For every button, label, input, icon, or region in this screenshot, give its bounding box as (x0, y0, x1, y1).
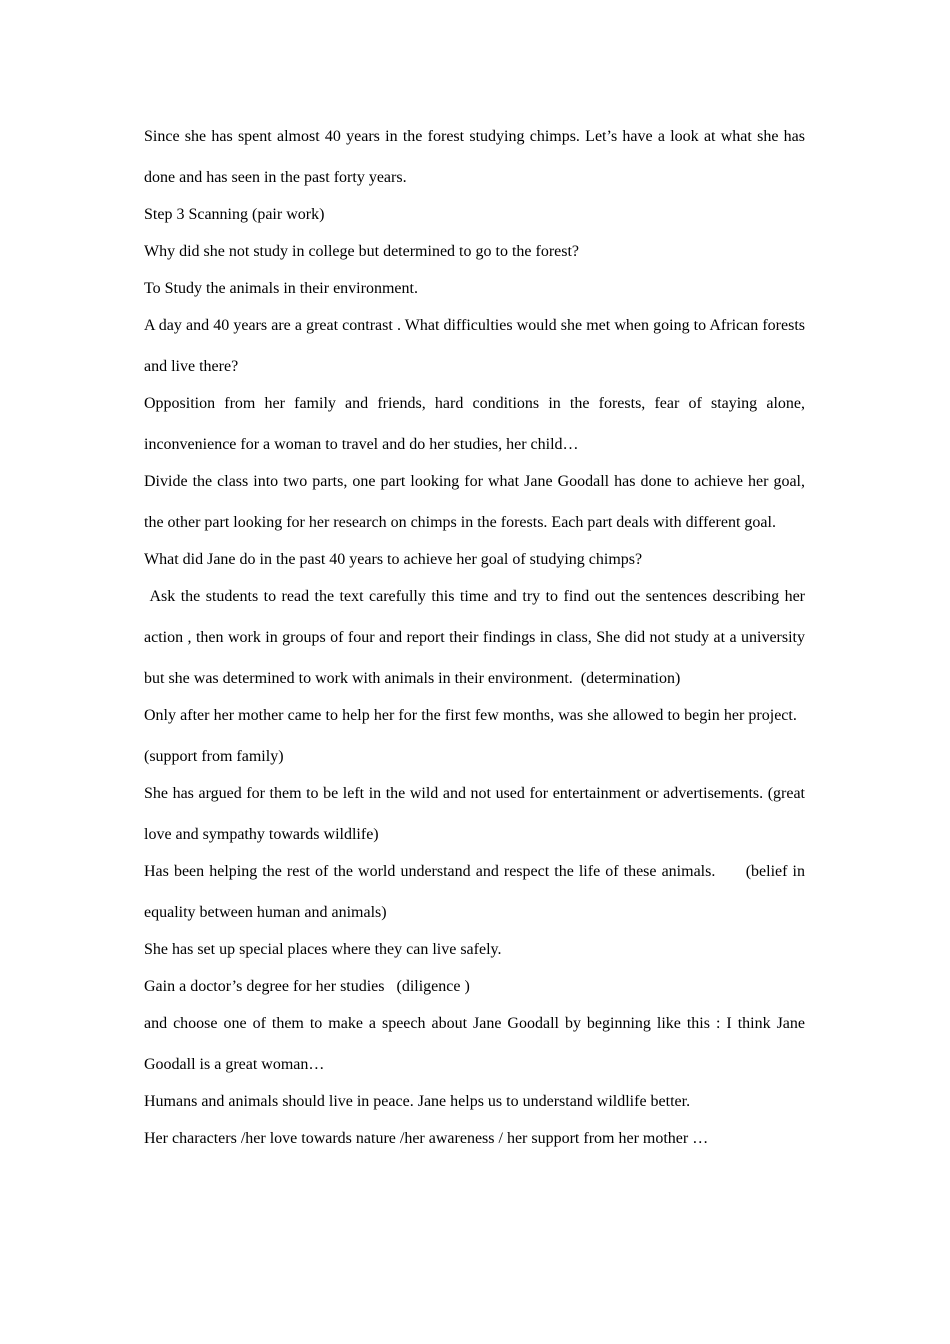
paragraph-helping-world: Has been helping the rest of the world understand and respect the life of these animals. (belief in equality between human and animals) (144, 863, 805, 921)
paragraph-divide-class: Divide the class into two parts, one part looking for what Jane Goodall has done to achieve her goal, the other part looking for her research on chimps in the forests. Each part deals with different goal. (144, 473, 805, 531)
paragraph-ask-students: Ask the students to read the text carefully this time and try to find out the sentences describing her action , then work in groups of four and report their findings in class, She did not study at a university but she was determined to work with animals in their environment. (determination) (144, 588, 805, 687)
paragraph-answer-difficulties: Opposition from her family and friends, hard conditions in the forests, fear of staying alone, inconvenience for a woman to travel and do her studies, her child… (144, 395, 805, 453)
document-body (144, 116, 805, 1155)
paragraph-intro: Since she has spent almost 40 years in the forest studying chimps. Let’s have a look at what she has done and has seen in the past forty years. (144, 128, 805, 186)
paragraph-question-difficulties: A day and 40 years are a great contrast . What difficulties would she met when going to African forests and live there? (144, 317, 805, 375)
paragraph-special-places: She has set up special places where they can live safely. (144, 941, 502, 958)
paragraph-live-in-peace: Humans and animals should live in peace. Jane helps us to understand wildlife better. (144, 1093, 691, 1110)
paragraph-question-college: Why did she not study in college but determined to go to the forest? (144, 243, 580, 260)
paragraph-argued-wild: She has argued for them to be left in the wild and not used for entertainment or advertisements. (great love and sympathy towards wildlife) (144, 785, 805, 843)
paragraph-her-characters: Her characters /her love towards nature /her awareness / her support from her mother … (144, 1130, 709, 1147)
paragraph-question-past-40-years: What did Jane do in the past 40 years to achieve her goal of studying chimps? (144, 551, 643, 568)
paragraph-answer-environment: To Study the animals in their environment. (144, 280, 418, 297)
paragraph-mother-support: Only after her mother came to help her for the first few months, was she allowed to begin her project. (support from family) (144, 707, 805, 765)
paragraph-speech: and choose one of them to make a speech about Jane Goodall by beginning like this : I think Jane Goodall is a great woman… (144, 1015, 805, 1073)
paragraph-step3-heading: Step 3 Scanning (pair work) (144, 206, 325, 223)
paragraph-doctor-degree: Gain a doctor’s degree for her studies (diligence ) (144, 978, 470, 995)
